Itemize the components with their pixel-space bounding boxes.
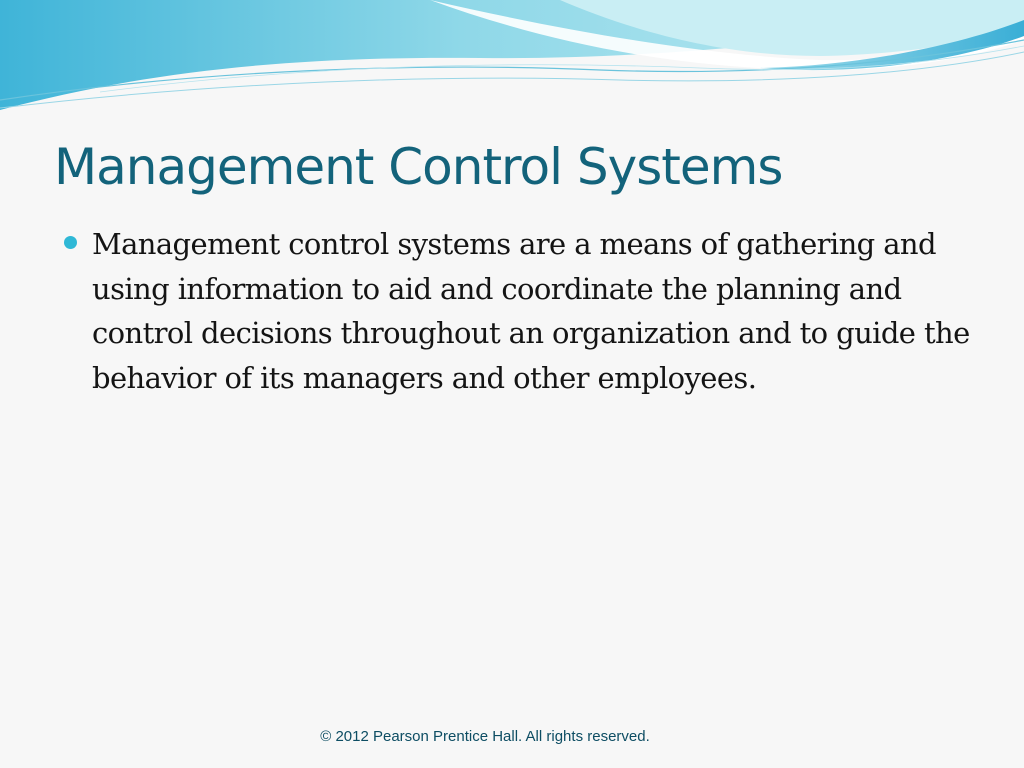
slide-content bbox=[62, 222, 972, 400]
wave-header-graphic bbox=[0, 0, 1024, 120]
bullet-item bbox=[62, 222, 972, 400]
bullet-text: Management control systems are a means of gathering and using information to aid and coordinate the planning and control decisions throughout an organization and to guide the behavior of its managers and other employees. bbox=[92, 227, 970, 395]
bullet-dot-icon bbox=[64, 236, 77, 249]
copyright-text: © 2012 Pearson Prentice Hall. All rights reserved. bbox=[320, 728, 650, 745]
footer bbox=[0, 728, 1024, 745]
slide-title: Management Control Systems bbox=[54, 138, 783, 196]
